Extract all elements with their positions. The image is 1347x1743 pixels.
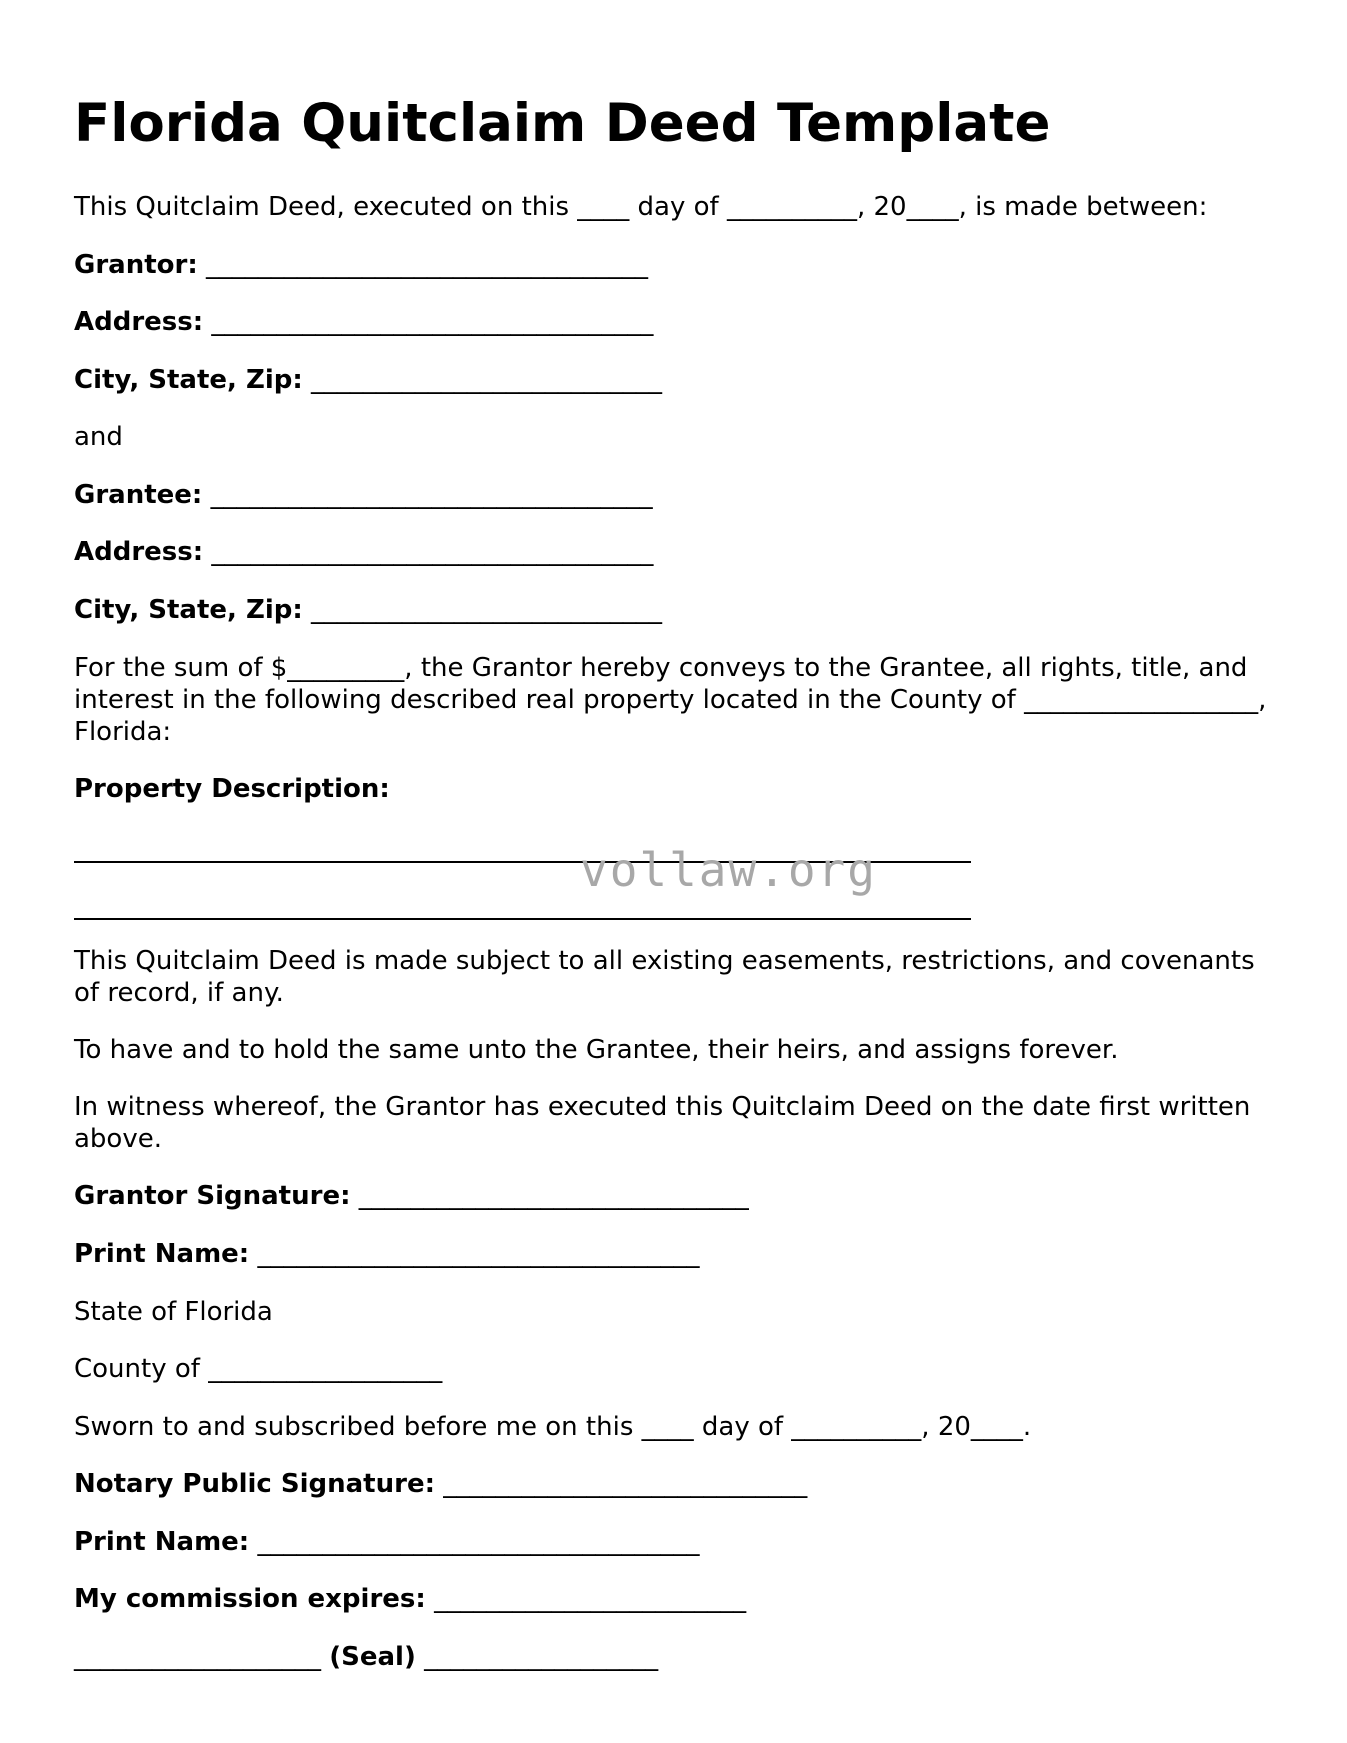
habendum-text: To have and to hold the same unto the Grantee, their heirs, and assigns forever. (74, 1035, 1119, 1065)
print-name-blank-2[interactable]: __________________________________ (257, 1527, 700, 1557)
notary-signature-line (74, 1468, 807, 1500)
grantee-name-line (74, 479, 653, 511)
witness-paragraph: In witness whereof, the Grantor has executed this Quitclaim Deed on the date first written above. (74, 1092, 1251, 1154)
print-name-label-2: Print Name: (74, 1527, 250, 1557)
grantor-signature-label: Grantor Signature: (74, 1181, 351, 1211)
grantor-address-line (74, 306, 653, 338)
grantor-signature-blank[interactable]: ______________________________ (358, 1181, 749, 1211)
notary-signature-label: Notary Public Signature: (74, 1469, 435, 1499)
grantor-address-label: Address: (74, 307, 204, 337)
grantee-city-state-zip-line (74, 594, 662, 626)
grantee-address-label: Address: (74, 537, 204, 567)
grantor-city-state-zip-label: City, State, Zip: (74, 365, 303, 395)
property-description-heading: Property Description: (74, 774, 390, 804)
seal-line (74, 1641, 658, 1673)
sworn-text: Sworn to and subscribed before me on this ____ day of __________, 20____. (74, 1412, 1032, 1442)
county-line (74, 1353, 442, 1385)
grantor-city-state-zip-line (74, 364, 662, 396)
grantee-city-state-zip-blank[interactable]: ___________________________ (311, 595, 663, 625)
seal-right-blank[interactable]: __________________ (424, 1642, 659, 1672)
seal-left-blank[interactable]: ___________________ (74, 1642, 321, 1672)
grantor-signature-line (74, 1180, 749, 1212)
county-blank[interactable]: __________________ (208, 1354, 443, 1384)
subject-to-paragraph: This Quitclaim Deed is made subject to all existing easements, restrictions, and covenants of record, if any. (74, 946, 1255, 1008)
grantor-address-blank[interactable]: __________________________________ (211, 307, 654, 337)
print-name-label-1: Print Name: (74, 1239, 250, 1269)
and-text: and (74, 422, 123, 452)
state-text: State of Florida (74, 1297, 273, 1327)
grantor-city-state-zip-blank[interactable]: ___________________________ (311, 365, 663, 395)
county-label: County of (74, 1354, 200, 1384)
grantor-name-label: Grantor: (74, 250, 198, 280)
print-name-blank-1[interactable]: __________________________________ (257, 1239, 700, 1269)
seal-label: (Seal) (329, 1642, 416, 1672)
grantee-city-state-zip-label: City, State, Zip: (74, 595, 303, 625)
commission-expires-label: My commission expires: (74, 1584, 426, 1614)
property-description-line-2[interactable] (74, 918, 971, 920)
commission-expires-line (74, 1583, 746, 1615)
grantee-address-line (74, 536, 653, 568)
page-title: Florida Quitclaim Deed Template (74, 93, 1051, 154)
grantee-name-blank[interactable]: __________________________________ (210, 480, 653, 510)
notary-signature-blank[interactable]: ____________________________ (443, 1469, 808, 1499)
commission-expires-blank[interactable]: ________________________ (434, 1584, 747, 1614)
property-description-label (74, 773, 390, 805)
watermark: vollaw.org (580, 843, 877, 897)
print-name-line-1 (74, 1238, 699, 1270)
grantee-address-blank[interactable]: __________________________________ (211, 537, 654, 567)
grantor-name-blank[interactable]: __________________________________ (206, 250, 648, 280)
print-name-line-2 (74, 1526, 699, 1558)
intro-text: This Quitclaim Deed, executed on this ____ day of __________, 20____, is made between: (74, 192, 1208, 222)
consideration-paragraph: For the sum of $_________, the Grantor hereby conveys to the Grantee, all rights, title, and interest in the following described real property located in the County of __________________, Florida: (74, 653, 1267, 747)
grantor-name-line (74, 249, 648, 281)
grantee-name-label: Grantee: (74, 480, 203, 510)
